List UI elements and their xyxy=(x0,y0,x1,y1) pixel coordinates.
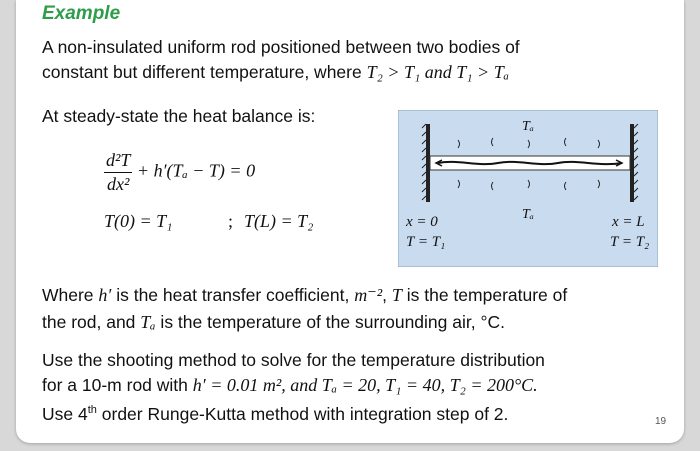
where-text-e: the rod, and xyxy=(42,312,141,332)
intro-inequality: T₂ > T₁ and T₁ > Tₐ xyxy=(366,62,509,82)
boundary-condition-left: T(0) = T₁ xyxy=(104,211,173,231)
ambient-temp-bottom-label: Tₐ xyxy=(522,207,534,222)
example-heading: Example xyxy=(42,3,121,24)
intro-line-2 xyxy=(42,60,509,85)
task-line-1: Use the shooting method to solve for the temperature distribution xyxy=(42,350,545,370)
intro-line-2-text: constant but different temperature, where xyxy=(42,62,367,82)
left-temperature-label: T = T₁ xyxy=(406,234,446,250)
heat-balance-equation xyxy=(104,150,255,195)
unit-symbol: m⁻² xyxy=(354,285,383,305)
page-number: 19 xyxy=(655,416,667,427)
right-temperature-label: T = T₂ xyxy=(610,234,650,250)
where-text-f: is the temperature of the surrounding air, °C. xyxy=(155,312,505,332)
where-text-d: is the temperature of xyxy=(401,285,568,305)
where-line-2 xyxy=(42,310,505,335)
right-position-label: x = L xyxy=(612,214,645,230)
left-position-label: x = 0 xyxy=(406,214,438,230)
where-line-1 xyxy=(42,283,664,308)
equation-rest: + h′(Tₐ − T) = 0 xyxy=(136,160,256,181)
boundary-condition-right: T(L) = T₂ xyxy=(244,211,314,231)
fraction-numerator: d²T xyxy=(104,150,132,173)
task-line-3 xyxy=(42,398,508,427)
task-text-c: order Runge-Kutta method with integration step of 2. xyxy=(96,403,509,424)
fraction-denominator: dx² xyxy=(107,174,130,194)
task-text-a: for a 10-m rod with xyxy=(42,375,193,395)
task-line-2 xyxy=(42,373,538,398)
ambient-temp-top-label: Tₐ xyxy=(522,119,534,134)
ordinal-suffix: th xyxy=(87,404,97,416)
task-text-b: Use 4 xyxy=(42,403,88,424)
intro-line-1: A non-insulated uniform rod positioned between two bodies of xyxy=(42,37,520,57)
ta-symbol: Tₐ xyxy=(140,312,156,332)
boundary-separator: ; xyxy=(228,211,234,231)
where-text-c: , xyxy=(382,285,392,305)
where-text-b: is the heat transfer coefficient, xyxy=(111,285,355,305)
second-derivative-fraction xyxy=(104,150,132,195)
task-parameters: h′ = 0.01 m², and Tₐ = 20, T₁ = 40, T₂ = 200°C. xyxy=(192,375,538,395)
h-prime-symbol: h′ xyxy=(98,285,112,305)
where-text-a: Where xyxy=(42,285,99,305)
t-symbol: T xyxy=(391,285,402,305)
rod-diagram xyxy=(398,110,658,267)
steady-state-text: At steady-state the heat balance is: xyxy=(42,106,316,126)
